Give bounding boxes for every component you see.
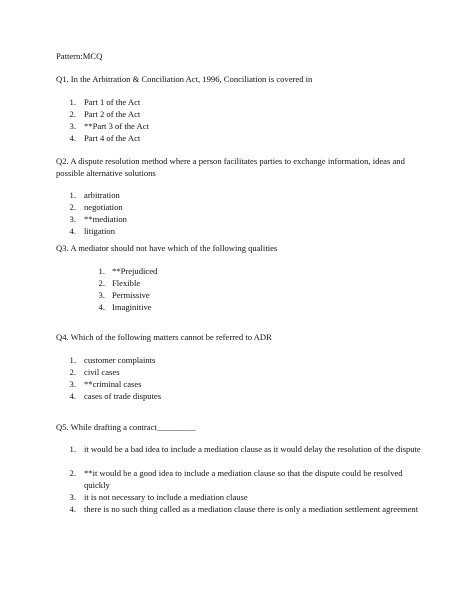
option-number: 3. xyxy=(69,379,76,389)
option-number: 1. xyxy=(98,266,105,276)
option-number: 4. xyxy=(69,133,76,143)
option-text: it is not necessary to include a mediation clause xyxy=(84,492,248,502)
question-3-text: Q3. A mediator should not have which of the following qualities xyxy=(56,243,278,253)
question-4-text: Q4. Which of the following matters cannot be referred to ADR xyxy=(56,332,272,342)
option-text: Flexible xyxy=(112,278,141,288)
option-number: 3. xyxy=(69,492,76,502)
option-number: 3. xyxy=(98,290,105,300)
option-number: 4. xyxy=(69,391,76,401)
option-text: **Part 3 of the Act xyxy=(84,121,149,131)
option-text: Part 1 of the Act xyxy=(84,97,141,107)
option-number: 2. xyxy=(69,468,76,478)
option-text: customer complaints xyxy=(84,355,156,365)
option-text: arbitration xyxy=(84,190,120,200)
option-text: **it would be a good idea to include a mediation clause so that the dispute could be resolved quickly xyxy=(84,468,403,490)
option-text: Imaginitive xyxy=(112,302,152,312)
option-text: Part 2 of the Act xyxy=(84,109,141,119)
option-text: litigation xyxy=(84,226,116,236)
option-number: 2. xyxy=(69,202,76,212)
option-number: 2. xyxy=(98,278,105,288)
option-text: **criminal cases xyxy=(84,379,142,389)
option-number: 3. xyxy=(69,121,76,131)
pattern-label: Pattern:MCQ xyxy=(56,51,103,61)
option-text: Permissive xyxy=(112,290,150,300)
option-number: 4. xyxy=(69,504,76,514)
option-number: 4. xyxy=(98,302,105,312)
option-text: Part 4 of the Act xyxy=(84,133,141,143)
question-1-text: Q1. In the Arbitration & Conciliation Act, 1996, Conciliation is covered in xyxy=(56,74,313,84)
option-text: cases of trade disputes xyxy=(84,391,162,401)
option-number: 1. xyxy=(69,97,76,107)
option-text: negotiation xyxy=(84,202,123,212)
option-number: 4. xyxy=(69,226,76,236)
option-text: civil cases xyxy=(84,367,120,377)
option-text: **Prejudiced xyxy=(112,266,158,276)
question-2-text: Q2. A dispute resolution method where a person facilitates parties to exchange information, ideas and possible alternative solutions xyxy=(56,156,405,178)
option-number: 2. xyxy=(69,109,76,119)
option-number: 1. xyxy=(69,355,76,365)
question-5-text: Q5. While drafting a contract_________ xyxy=(56,422,196,432)
option-text: there is no such thing called as a mediation clause there is only a mediation settlement agreement xyxy=(84,504,419,514)
option-text: **mediation xyxy=(84,214,127,224)
option-number: 1. xyxy=(69,190,76,200)
option-number: 1. xyxy=(69,444,76,454)
option-number: 3. xyxy=(69,214,76,224)
option-number: 2. xyxy=(69,367,76,377)
option-text: it would be a bad idea to include a mediation clause as it would delay the resolution of the dispute xyxy=(84,444,421,454)
